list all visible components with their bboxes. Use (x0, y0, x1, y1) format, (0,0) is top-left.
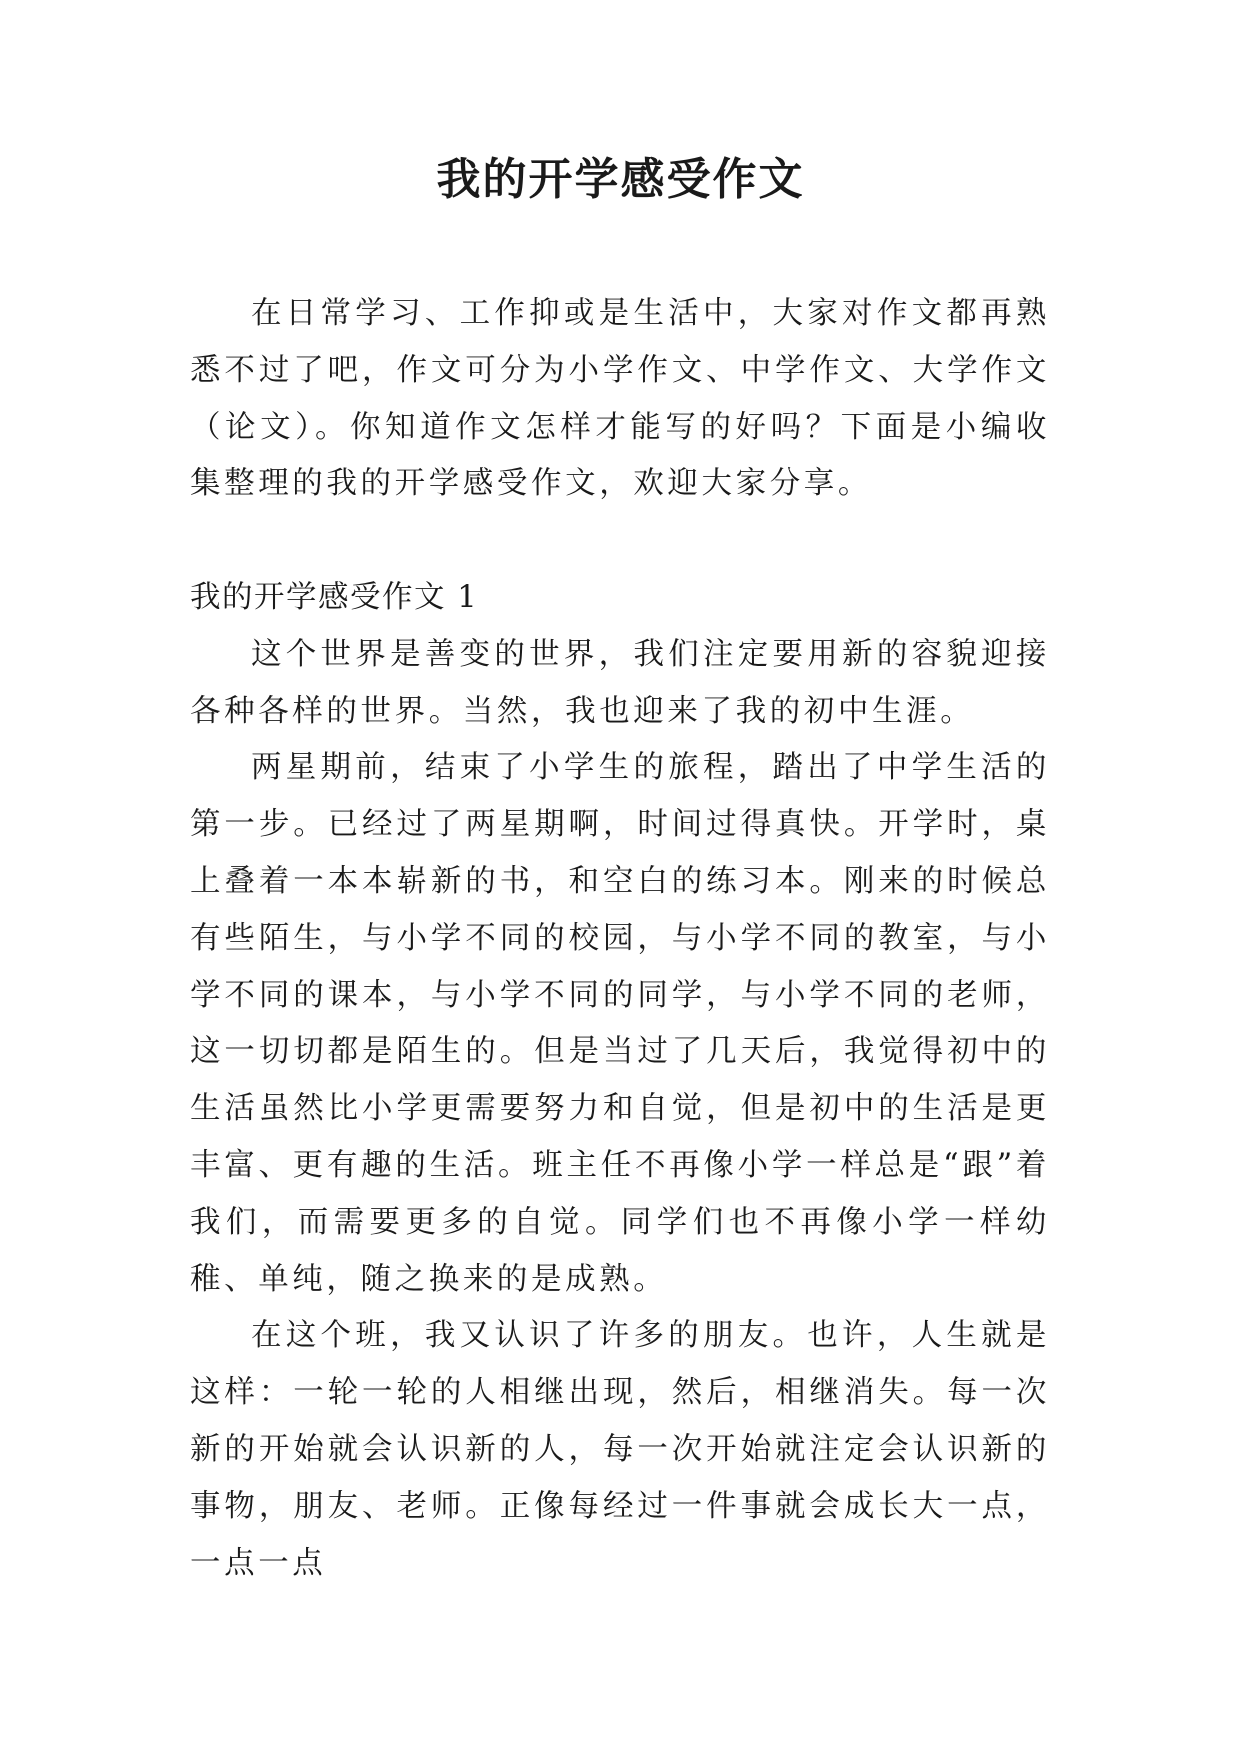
body-paragraph-2: 两星期前，结束了小学生的旅程，踏出了中学生活的第一步。已经过了两星期啊，时间过得真快。开学时，桌上叠着一本本崭新的书，和空白的练习本。刚来的时候总有些陌生，与小学不同的校园，与小学不同的教室，与小学不同的课本，与小学不同的同学，与小学不同的老师，这一切切都是陌生的。但是当过了几天后，我觉得初中的生活虽然比小学更需要努力和自觉，但是初中的生活是更丰富、更有趣的生活。班主任不再像小学一样总是“跟”着我们，而需要更多的自觉。同学们也不再像小学一样幼稚、单纯，随之换来的是成熟。 (190, 750, 1050, 1297)
section-heading: 我的开学感受作文 1 (190, 579, 479, 615)
document-title: 我的开学感受作文 (436, 154, 805, 205)
body-paragraph-1: 这个世界是善变的世界，我们注定要用新的容貌迎接各种各样的世界。当然，我也迎来了我的初中生涯。 (190, 636, 1050, 729)
body-paragraph-3: 在这个班，我又认识了许多的朋友。也许，人生就是这样：一轮一轮的人相继出现，然后，相继消失。每一次新的开始就会认识新的人，每一次开始就注定会认识新的事物，朋友、老师。正像每经过一件事就会成长大一点，一点一点 (190, 1318, 1050, 1581)
document-body (190, 286, 1050, 1592)
paragraph-spacer (190, 513, 1050, 570)
intro-paragraph: 在日常学习、工作抑或是生活中，大家对作文都再熟悉不过了吧，作文可分为小学作文、中学作文、大学作文（论文）。你知道作文怎样才能写的好吗？下面是小编收集整理的我的开学感受作文，欢迎大家分享。 (190, 296, 1050, 502)
